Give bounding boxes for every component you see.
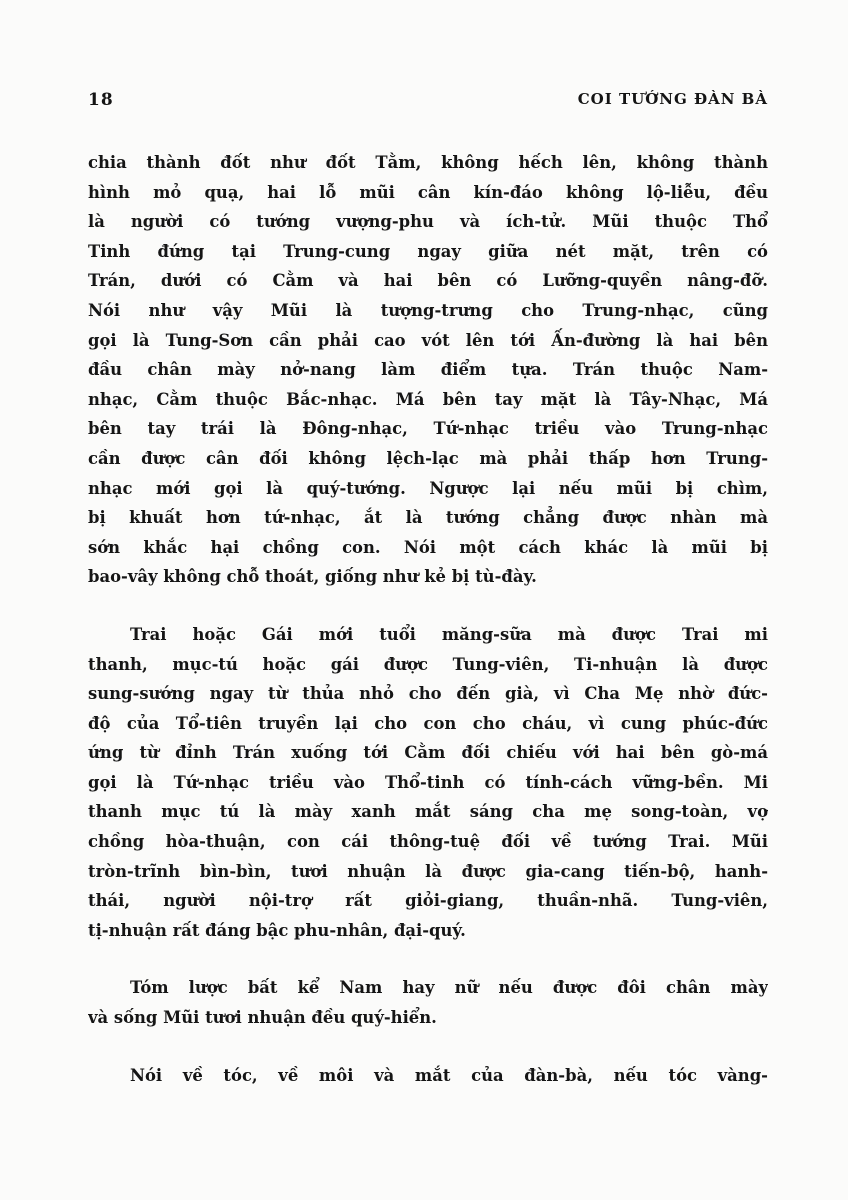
text-line: bị khuất hơn tứ-nhạc, ắt là tướng chẳng được nhàn mà [88, 508, 768, 528]
text-line: Trai hoặc Gái mới tuổi măng-sữa mà được Trai mi [130, 624, 768, 644]
paragraph [88, 620, 768, 946]
body-text [88, 148, 768, 1090]
text-line: thái, người nội-trợ rất giỏi-giang, thuần-nhã. Tung-viên, [88, 891, 768, 911]
text-line: chồng hòa-thuận, con cái thông-tuệ đối về tướng Trai. Mũi [88, 832, 768, 852]
text-line: thanh mục tú là mày xanh mắt sáng cha mẹ song-toàn, vợ [88, 802, 768, 822]
text-line: là người có tướng vượng-phu và ích-tử. Mũi thuộc Thổ [88, 212, 768, 232]
text-line: Nói như vậy Mũi là tượng-trưng cho Trung-nhạc, cũng [88, 300, 768, 320]
text-line: gọi là Tung-Sơn cần phải cao vót lên tới Ấn-đường là hai bên [88, 330, 768, 350]
text-line: Tinh đứng tại Trung-cung ngay giữa nét mặt, trên có [88, 241, 768, 261]
text-line: và sống Mũi tươi nhuận đều quý-hiển. [88, 1008, 437, 1028]
text-line: Nói về tóc, về môi và mắt của đàn-bà, nếu tóc vàng- [130, 1065, 768, 1085]
text-line: bao-vây không chỗ thoát, giống như kẻ bị tù-đày. [88, 567, 537, 587]
text-line: hình mỏ quạ, hai lỗ mũi cân kín-đáo không lộ-liễu, đều [88, 182, 768, 202]
page-header [88, 90, 768, 120]
text-line: sớn khắc hại chồng con. Nói một cách khác là mũi bị [88, 537, 768, 557]
text-line: tròn-trĩnh bìn-bìn, tươi nhuận là được gia-cang tiến-bộ, hanh- [88, 861, 768, 881]
text-line: chia thành đốt như đốt Tằm, không hếch lên, không thành [88, 153, 768, 172]
page-number: 18 [88, 90, 114, 110]
text-line: nhạc mới gọi là quý-tướng. Ngược lại nếu mũi bị chìm, [88, 478, 768, 498]
paragraph [88, 148, 768, 592]
paragraph [88, 973, 768, 1032]
text-line: độ của Tổ-tiên truyền lại cho con cho cháu, vì cung phúc-đức [88, 713, 768, 733]
text-line: gọi là Tứ-nhạc triều vào Thổ-tinh có tính-cách vững-bền. Mi [88, 772, 768, 792]
text-line: tị-nhuận rất đáng bậc phu-nhân, đại-quý. [88, 920, 466, 940]
text-line: nhạc, Cằm thuộc Bắc-nhạc. Má bên tay mặt là Tây-Nhạc, Má [88, 389, 768, 409]
text-line: đầu chân mày nở-nang làm điểm tựa. Trán thuộc Nam- [88, 360, 768, 380]
running-title: COI TƯỚNG ĐÀN BÀ [577, 90, 768, 108]
text-line: cần được cân đối không lệch-lạc mà phải thấp hơn Trung- [88, 448, 768, 468]
text-line: Trán, dưới có Cằm và hai bên có Lưỡng-quyền nâng-đỡ. [88, 271, 768, 291]
text-line: Tóm lược bất kể Nam hay nữ nếu được đôi chân mày [130, 978, 768, 998]
text-line: bên tay trái là Đông-nhạc, Tứ-nhạc triều vào Trung-nhạc [88, 419, 768, 439]
text-line: thanh, mục-tú hoặc gái được Tung-viên, Ti-nhuận là được [88, 654, 768, 674]
text-line: ứng từ đỉnh Trán xuống tới Cằm đối chiếu với hai bên gò-má [88, 743, 768, 763]
text-line: sung-sướng ngay từ thủa nhỏ cho đến già, vì Cha Mẹ nhờ đức- [88, 684, 768, 704]
paragraph [88, 1061, 768, 1091]
